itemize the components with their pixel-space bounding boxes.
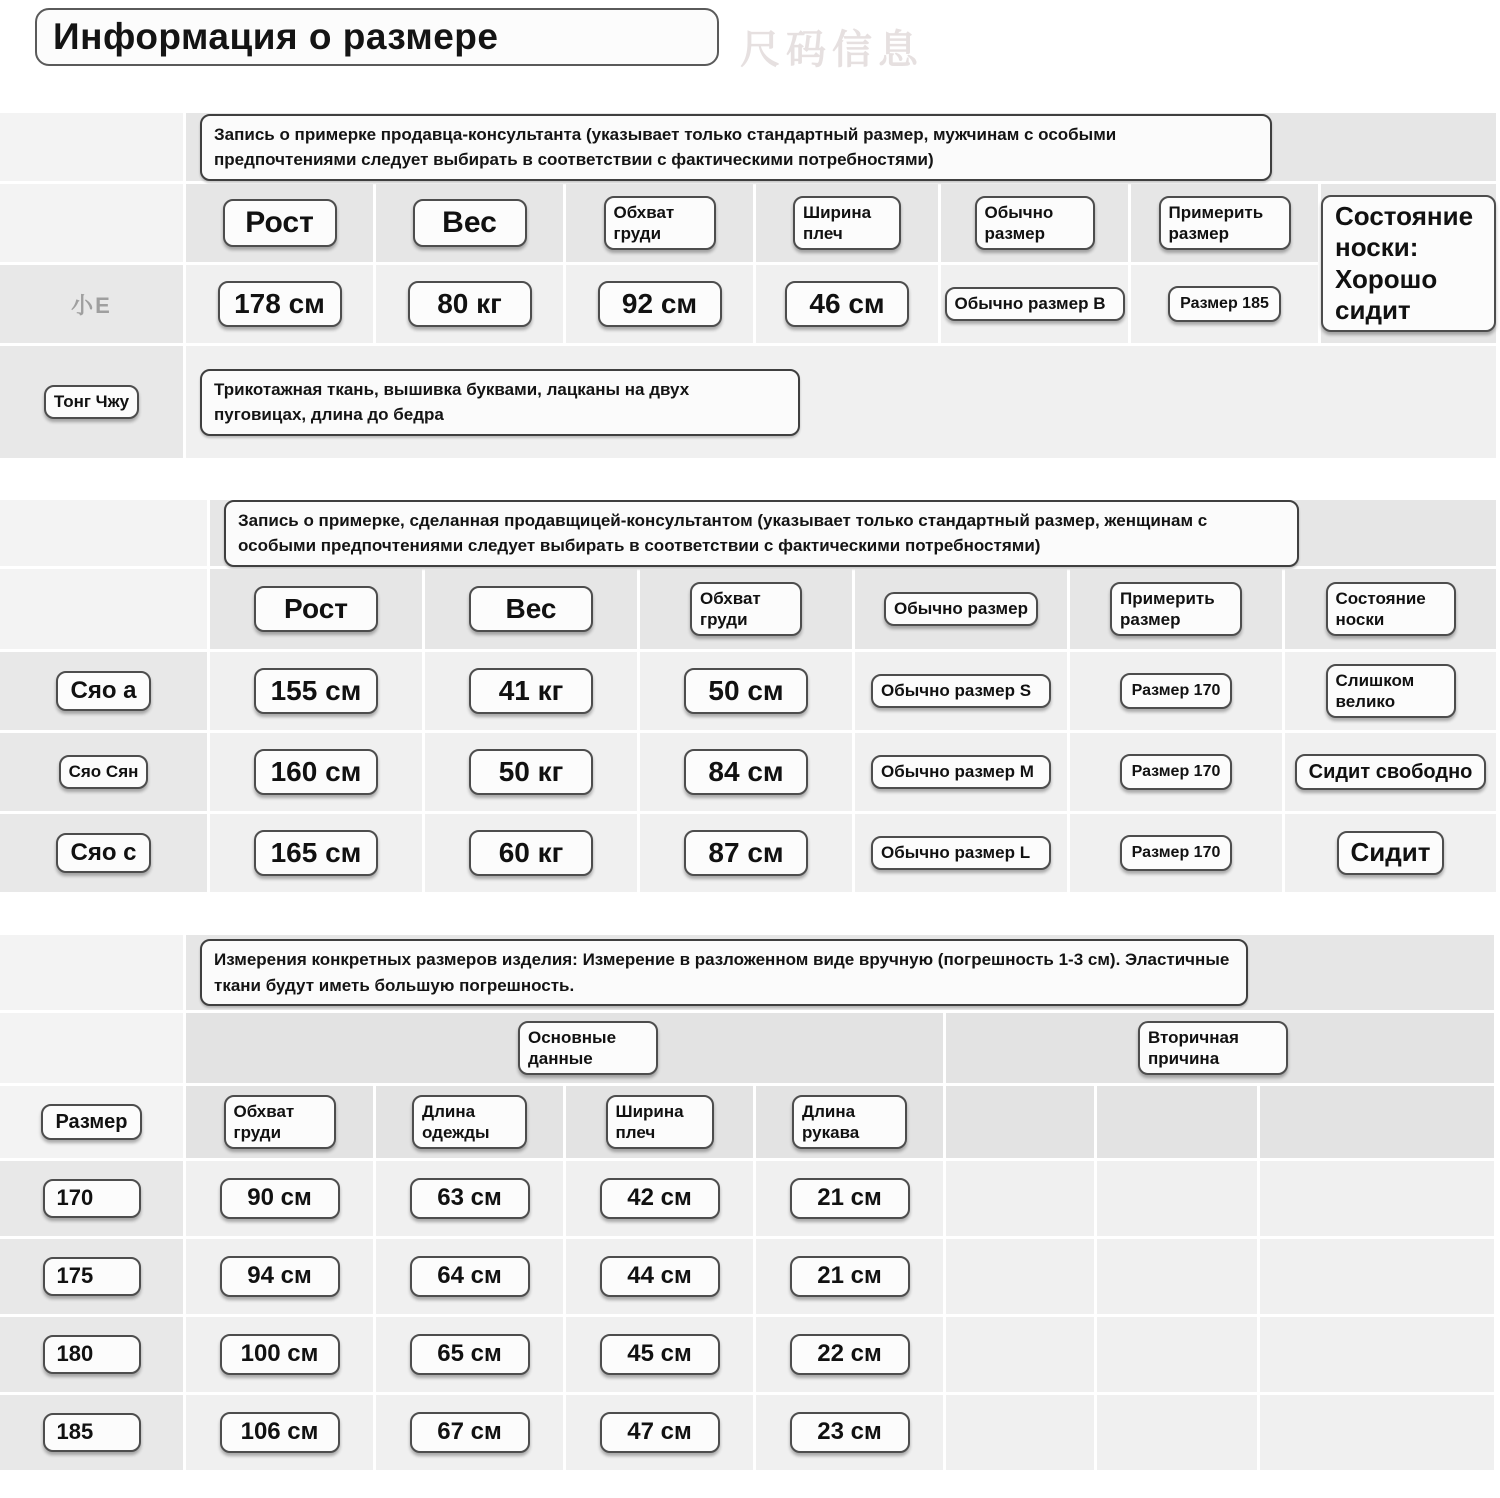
size-value: 180 [43, 1335, 141, 1373]
empty-cell [946, 1395, 1094, 1470]
value-cell [1285, 652, 1496, 730]
shoulder-value: 44 см [600, 1256, 720, 1297]
empty-cell [0, 1013, 183, 1083]
cjk-watermark: 尺码信息 [740, 28, 924, 72]
col-header-try-size: Примерить размер [1110, 582, 1242, 637]
sleeve-length-value: 22 см [790, 1334, 910, 1375]
height-value: 155 см [254, 668, 378, 714]
value-cell [756, 265, 938, 343]
empty-cell [1097, 1086, 1257, 1158]
usual-size-value: Обычно размер M [871, 755, 1051, 788]
row-label-cell [0, 265, 183, 343]
size-label-cell [0, 1317, 183, 1392]
description-cell [186, 346, 1496, 458]
height-value: 178 см [218, 281, 342, 327]
col-header-weight: Вес [413, 199, 527, 247]
row-label-cell [0, 652, 207, 730]
empty-cell [1260, 1395, 1494, 1470]
value-cell [376, 1239, 563, 1314]
group-header-cell [186, 1013, 943, 1083]
size-value: 175 [43, 1257, 141, 1295]
value-cell [1285, 733, 1496, 811]
measurements-table [0, 935, 1494, 1470]
fit-state-cell [1321, 184, 1496, 343]
size-value: 170 [43, 1179, 141, 1217]
empty-cell [0, 500, 207, 566]
header-cell [376, 184, 563, 262]
tester-name: Сяо а [56, 671, 150, 712]
empty-cell [1097, 1239, 1257, 1314]
header-cell [566, 1086, 753, 1158]
garment-length-value: 67 см [410, 1412, 530, 1453]
value-cell [566, 265, 753, 343]
value-cell [566, 1395, 753, 1470]
note-cell [186, 935, 1494, 1010]
col-header-try-size: Примерить размер [1159, 196, 1291, 251]
value-cell [640, 652, 852, 730]
col-header-shoulder: Ширина плеч [793, 196, 901, 251]
value-cell [566, 1239, 753, 1314]
value-cell [1070, 814, 1282, 892]
note-cell [186, 113, 1496, 181]
female-fitting-table [0, 500, 1496, 892]
usual-size-value: Обычно размер L [871, 836, 1051, 869]
header-cell [376, 1086, 563, 1158]
sleeve-length-value: 21 см [790, 1178, 910, 1219]
empty-cell [1260, 1239, 1494, 1314]
header-cell [941, 184, 1128, 262]
value-cell [376, 1161, 563, 1236]
value-cell [1070, 733, 1282, 811]
usual-size-value: Обычно размер B [945, 287, 1125, 320]
value-cell [376, 1395, 563, 1470]
value-cell [425, 652, 637, 730]
header-cell [0, 1086, 183, 1158]
empty-cell [946, 1239, 1094, 1314]
empty-cell [1097, 1395, 1257, 1470]
empty-cell [1260, 1317, 1494, 1392]
chest-value: 90 см [220, 1178, 340, 1219]
value-cell [941, 265, 1128, 343]
col-header-height: Рост [254, 586, 378, 632]
note-cell [210, 500, 1496, 566]
col-header-weight: Вес [469, 586, 593, 632]
empty-cell [0, 113, 183, 181]
tester-name-gray: 小E [71, 292, 112, 318]
sleeve-length-value: 23 см [790, 1412, 910, 1453]
page-title: Информация о размере [35, 8, 719, 66]
value-cell [210, 652, 422, 730]
garment-length-value: 64 см [410, 1256, 530, 1297]
empty-cell [1260, 1161, 1494, 1236]
header-cell [1070, 569, 1282, 649]
header-cell [756, 184, 938, 262]
fit-state-value: Сидит [1337, 831, 1445, 874]
col-header-usual-size: Обычно размер [884, 592, 1038, 625]
tester-name: Тонг Чжу [44, 385, 139, 418]
empty-cell [0, 569, 207, 649]
header-cell [566, 184, 753, 262]
chest-value: 94 см [220, 1256, 340, 1297]
header-cell [186, 1086, 373, 1158]
sleeve-length-value: 21 см [790, 1256, 910, 1297]
value-cell [566, 1317, 753, 1392]
value-cell [756, 1317, 943, 1392]
size-value: 185 [43, 1413, 141, 1451]
col-header-chest: Обхват груди [690, 582, 802, 637]
col-header-fit-state: Состояние носки [1326, 582, 1456, 637]
header-cell [186, 184, 373, 262]
value-cell [425, 733, 637, 811]
col-header-height: Рост [223, 199, 337, 247]
empty-cell [946, 1086, 1094, 1158]
value-cell [210, 814, 422, 892]
col-header-garment-length: Длина одежды [412, 1095, 527, 1150]
height-value: 165 см [254, 830, 378, 876]
chest-value: 87 см [684, 830, 808, 876]
col-header-sleeve-length: Длина рукава [792, 1095, 907, 1150]
value-cell [855, 814, 1067, 892]
weight-value: 60 кг [469, 830, 593, 876]
group-header-cell [946, 1013, 1494, 1083]
col-header-shoulder: Ширина плеч [606, 1095, 714, 1150]
size-label-cell [0, 1161, 183, 1236]
value-cell [756, 1395, 943, 1470]
value-cell [186, 1161, 373, 1236]
shoulder-value: 42 см [600, 1178, 720, 1219]
col-header-chest: Обхват груди [604, 196, 716, 251]
garment-length-value: 65 см [410, 1334, 530, 1375]
product-description: Трикотажная ткань, вышивка буквами, лацканы на двух пуговицах, длина до бедра [200, 369, 800, 436]
header-cell [210, 569, 422, 649]
header-cell [425, 569, 637, 649]
tester-name: Сяо Сян [59, 755, 149, 788]
header-cell [640, 569, 852, 649]
usual-size-value: Обычно размер S [871, 674, 1051, 707]
try-size-value: Размер 185 [1168, 286, 1281, 321]
table2-note: Запись о примерке, сделанная продавщицей-консультантом (указывает только стандартный размер, женщинам с особыми предпочтениями следует выбирать в соответствии с фактическими потребностями) [224, 500, 1299, 567]
empty-cell [1097, 1317, 1257, 1392]
fit-state-value: Состояние носки: Хорошо сидит [1321, 195, 1496, 332]
empty-cell [1260, 1086, 1494, 1158]
table3-note: Измерения конкретных размеров изделия: Измерение в разложенном виде вручную (погрешность 1-3 см). Эластичные ткани будут иметь большую погрешность. [200, 939, 1248, 1006]
row-label-cell [0, 814, 207, 892]
try-size-value: Размер 170 [1120, 673, 1233, 708]
value-cell [186, 1239, 373, 1314]
tester-cell [0, 346, 183, 458]
value-cell [756, 1161, 943, 1236]
value-cell [640, 733, 852, 811]
value-cell [376, 1317, 563, 1392]
value-cell [640, 814, 852, 892]
col-header-size: Размер [41, 1104, 141, 1140]
size-label-cell [0, 1239, 183, 1314]
value-cell [566, 1161, 753, 1236]
try-size-value: Размер 170 [1120, 754, 1233, 789]
weight-value: 41 кг [469, 668, 593, 714]
shoulder-value: 45 см [600, 1334, 720, 1375]
table1-note: Запись о примерке продавца-консультанта (указывает только стандартный размер, мужчинам с особыми предпочтениями следует выбирать в соответствии с фактическими потребностями) [200, 114, 1272, 181]
group-primary-data: Основные данные [518, 1021, 658, 1076]
value-cell [1131, 265, 1318, 343]
value-cell [1070, 652, 1282, 730]
value-cell [210, 733, 422, 811]
chest-value: 100 см [220, 1334, 340, 1375]
size-label-cell [0, 1395, 183, 1470]
header-cell [1285, 569, 1496, 649]
empty-cell [0, 184, 183, 262]
value-cell [855, 733, 1067, 811]
chest-value: 84 см [684, 749, 808, 795]
chest-value: 106 см [220, 1412, 340, 1453]
value-cell [756, 1239, 943, 1314]
shoulder-value: 46 см [785, 281, 909, 327]
empty-cell [946, 1317, 1094, 1392]
value-cell [186, 1395, 373, 1470]
header-cell [1131, 184, 1318, 262]
col-header-chest: Обхват груди [224, 1095, 336, 1150]
empty-cell [1097, 1161, 1257, 1236]
value-cell [376, 265, 563, 343]
fit-state-value: Слишком велико [1326, 664, 1456, 719]
value-cell [186, 265, 373, 343]
garment-length-value: 63 см [410, 1178, 530, 1219]
chest-value: 50 см [684, 668, 808, 714]
chest-value: 92 см [598, 281, 722, 327]
shoulder-value: 47 см [600, 1412, 720, 1453]
group-secondary-reason: Вторичная причина [1138, 1021, 1288, 1076]
male-fitting-table [0, 113, 1496, 458]
col-header-usual-size: Обычно размер [975, 196, 1095, 251]
header-cell [855, 569, 1067, 649]
value-cell [1285, 814, 1496, 892]
try-size-value: Размер 170 [1120, 835, 1233, 870]
value-cell [186, 1317, 373, 1392]
weight-value: 50 кг [469, 749, 593, 795]
value-cell [855, 652, 1067, 730]
empty-cell [0, 935, 183, 1010]
fit-state-value: Сидит свободно [1295, 754, 1487, 790]
row-label-cell [0, 733, 207, 811]
height-value: 160 см [254, 749, 378, 795]
value-cell [425, 814, 637, 892]
weight-value: 80 кг [408, 281, 532, 327]
empty-cell [946, 1161, 1094, 1236]
tester-name: Сяо с [56, 833, 150, 874]
header-cell [756, 1086, 943, 1158]
